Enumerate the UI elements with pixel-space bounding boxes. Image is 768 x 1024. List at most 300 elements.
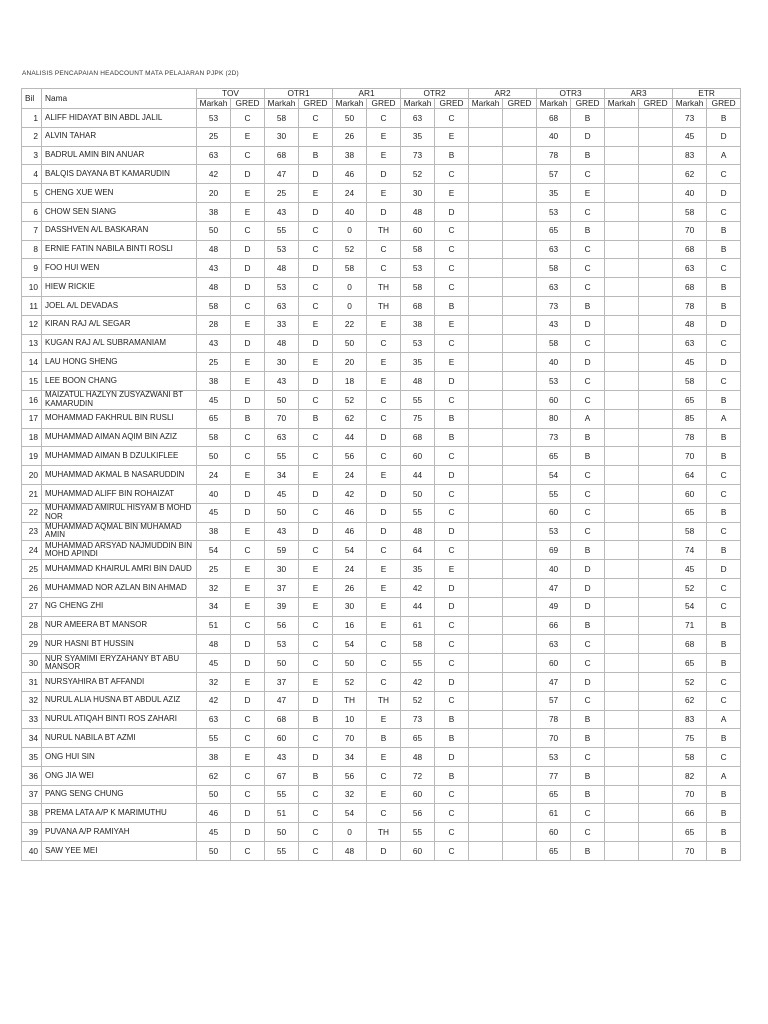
gred-cell — [503, 240, 537, 259]
gred-cell: B — [435, 729, 469, 748]
markah-cell — [605, 240, 639, 259]
markah-cell: 68 — [673, 278, 707, 297]
gred-cell: B — [571, 616, 605, 635]
row-number: 33 — [22, 710, 42, 729]
markah-cell — [605, 654, 639, 673]
gred-cell — [503, 503, 537, 522]
markah-cell: 53 — [537, 372, 571, 391]
gred-cell: C — [299, 447, 333, 466]
markah-cell — [605, 484, 639, 503]
student-name: MUHAMMAD ARSYAD NAJMUDDIN BIN MOHD APINDI — [42, 541, 197, 560]
student-name: HIEW RICKIE — [42, 278, 197, 297]
gred-cell: C — [571, 334, 605, 353]
student-name: MUHAMMAD KHAIRUL AMRI BIN DAUD — [42, 560, 197, 579]
gred-cell: D — [571, 127, 605, 146]
markah-cell: 54 — [333, 635, 367, 654]
markah-cell: 43 — [265, 748, 299, 767]
markah-cell: 58 — [197, 296, 231, 315]
gred-cell: C — [707, 691, 741, 710]
gred-cell: A — [707, 710, 741, 729]
gred-cell: E — [231, 353, 265, 372]
gred-cell: C — [571, 372, 605, 391]
student-name: MAIZATUL HAZLYN ZUSYAZWANI BT KAMARUDIN — [42, 390, 197, 409]
gred-cell: D — [707, 127, 741, 146]
markah-cell — [469, 184, 503, 203]
table-row — [22, 484, 741, 503]
gred-cell: D — [367, 202, 401, 221]
row-number: 27 — [22, 597, 42, 616]
gred-cell: C — [707, 578, 741, 597]
header-gred: GRED — [299, 99, 333, 109]
document-title: ANALISIS PENCAPAIAN HEADCOUNT MATA PELAJARAN PJPK (2D) — [22, 70, 239, 77]
gred-cell — [639, 823, 673, 842]
gred-cell — [503, 221, 537, 240]
markah-cell: 58 — [673, 748, 707, 767]
markah-cell: 68 — [265, 710, 299, 729]
gred-cell: B — [707, 541, 741, 560]
markah-cell: 30 — [401, 184, 435, 203]
gred-cell: E — [299, 315, 333, 334]
table-row — [22, 184, 741, 203]
markah-cell: 58 — [401, 240, 435, 259]
markah-cell: 58 — [673, 372, 707, 391]
student-name: NURUL NABILA BT AZMI — [42, 729, 197, 748]
gred-cell — [639, 616, 673, 635]
gred-cell: D — [435, 748, 469, 767]
gred-cell: C — [571, 804, 605, 823]
markah-cell: 30 — [265, 560, 299, 579]
markah-cell: 40 — [333, 202, 367, 221]
markah-cell: 42 — [197, 691, 231, 710]
markah-cell: 62 — [673, 165, 707, 184]
gred-cell: C — [367, 409, 401, 428]
gred-cell: C — [231, 296, 265, 315]
markah-cell: 48 — [265, 259, 299, 278]
gred-cell: B — [707, 221, 741, 240]
markah-cell: 50 — [333, 334, 367, 353]
gred-cell: E — [367, 127, 401, 146]
gred-cell: D — [231, 804, 265, 823]
markah-cell: 80 — [537, 409, 571, 428]
markah-cell: 62 — [197, 766, 231, 785]
gred-cell: C — [299, 428, 333, 447]
gred-cell: E — [231, 560, 265, 579]
markah-cell — [605, 691, 639, 710]
gred-cell — [639, 578, 673, 597]
header-group: OTR3 — [537, 89, 605, 99]
gred-cell — [639, 428, 673, 447]
markah-cell — [605, 710, 639, 729]
markah-cell: 70 — [333, 729, 367, 748]
table-row — [22, 597, 741, 616]
gred-cell — [639, 315, 673, 334]
markah-cell — [469, 842, 503, 861]
gred-cell — [503, 616, 537, 635]
gred-cell — [503, 672, 537, 691]
markah-cell: 57 — [537, 165, 571, 184]
header-gred: GRED — [367, 99, 401, 109]
markah-cell — [605, 447, 639, 466]
gred-cell: C — [299, 503, 333, 522]
gred-cell: D — [231, 278, 265, 297]
row-number: 38 — [22, 804, 42, 823]
gred-cell: C — [231, 710, 265, 729]
markah-cell: 58 — [537, 334, 571, 353]
gred-cell: D — [299, 691, 333, 710]
gred-cell: B — [707, 278, 741, 297]
markah-cell — [605, 597, 639, 616]
row-number: 29 — [22, 635, 42, 654]
gred-cell: C — [571, 522, 605, 541]
gred-cell — [639, 127, 673, 146]
gred-cell: D — [231, 823, 265, 842]
row-number: 3 — [22, 146, 42, 165]
markah-cell: 47 — [537, 578, 571, 597]
student-name: ALIFF HIDAYAT BIN ABDL JALIL — [42, 109, 197, 128]
gred-cell — [639, 842, 673, 861]
gred-cell: E — [367, 616, 401, 635]
gred-cell: C — [231, 541, 265, 560]
student-name: LEE BOON CHANG — [42, 372, 197, 391]
markah-cell: 45 — [197, 390, 231, 409]
markah-cell: 38 — [333, 146, 367, 165]
gred-cell: D — [707, 560, 741, 579]
gred-cell — [503, 635, 537, 654]
gred-cell: D — [435, 578, 469, 597]
markah-cell: 63 — [673, 259, 707, 278]
markah-cell: 42 — [333, 484, 367, 503]
student-name: MUHAMMAD AIMAN AQIM BIN AZIZ — [42, 428, 197, 447]
markah-cell: 77 — [537, 766, 571, 785]
markah-cell: 56 — [333, 766, 367, 785]
markah-cell: 55 — [401, 503, 435, 522]
markah-cell: 46 — [333, 165, 367, 184]
markah-cell: 24 — [333, 184, 367, 203]
markah-cell: 66 — [537, 616, 571, 635]
markah-cell — [469, 240, 503, 259]
gred-cell: D — [435, 597, 469, 616]
gred-cell: C — [707, 259, 741, 278]
markah-cell — [605, 221, 639, 240]
gred-cell — [639, 184, 673, 203]
markah-cell — [605, 146, 639, 165]
markah-cell: 53 — [401, 334, 435, 353]
markah-cell — [469, 315, 503, 334]
markah-cell — [469, 541, 503, 560]
gred-cell: C — [299, 842, 333, 861]
gred-cell: E — [435, 353, 469, 372]
gred-cell: C — [571, 635, 605, 654]
markah-cell: 33 — [265, 315, 299, 334]
gred-cell — [503, 184, 537, 203]
student-name: PREMA LATA A/P K MARIMUTHU — [42, 804, 197, 823]
markah-cell: 72 — [401, 766, 435, 785]
markah-cell: 65 — [537, 785, 571, 804]
markah-cell: 43 — [197, 259, 231, 278]
gred-cell: E — [299, 184, 333, 203]
gred-cell: E — [231, 748, 265, 767]
markah-cell: 62 — [673, 691, 707, 710]
markah-cell: 60 — [537, 654, 571, 673]
markah-cell — [605, 127, 639, 146]
student-name: NUR SYAMIMI ERYZAHANY BT ABU MANSOR — [42, 654, 197, 673]
markah-cell — [605, 202, 639, 221]
markah-cell: 78 — [537, 146, 571, 165]
gred-cell: D — [571, 353, 605, 372]
header-group: TOV — [197, 89, 265, 99]
markah-cell: 73 — [401, 710, 435, 729]
gred-cell: TH — [367, 691, 401, 710]
student-name: ONG HUI SIN — [42, 748, 197, 767]
markah-cell: 63 — [537, 278, 571, 297]
gred-cell: B — [435, 146, 469, 165]
markah-cell: 58 — [265, 109, 299, 128]
gred-cell: D — [231, 635, 265, 654]
gred-cell: B — [571, 541, 605, 560]
markah-cell: 83 — [673, 146, 707, 165]
row-number: 31 — [22, 672, 42, 691]
markah-cell: 20 — [333, 353, 367, 372]
markah-cell: 70 — [673, 842, 707, 861]
gred-cell: E — [231, 184, 265, 203]
markah-cell: 48 — [401, 748, 435, 767]
markah-cell: 51 — [197, 616, 231, 635]
gred-cell: D — [231, 390, 265, 409]
gred-cell: B — [707, 447, 741, 466]
markah-cell: 68 — [265, 146, 299, 165]
markah-cell: 58 — [401, 635, 435, 654]
gred-cell: C — [571, 240, 605, 259]
markah-cell — [605, 409, 639, 428]
table-row — [22, 334, 741, 353]
table-row — [22, 766, 741, 785]
row-number: 12 — [22, 315, 42, 334]
gred-cell: D — [571, 578, 605, 597]
table-row — [22, 353, 741, 372]
markah-cell: 35 — [537, 184, 571, 203]
row-number: 21 — [22, 484, 42, 503]
gred-cell: C — [435, 804, 469, 823]
gred-cell: C — [231, 842, 265, 861]
gred-cell: E — [367, 785, 401, 804]
gred-cell: C — [571, 484, 605, 503]
gred-cell: C — [571, 202, 605, 221]
markah-cell: 46 — [197, 804, 231, 823]
markah-cell: 53 — [265, 278, 299, 297]
gred-cell: C — [571, 654, 605, 673]
markah-cell: 65 — [537, 221, 571, 240]
markah-cell: 10 — [333, 710, 367, 729]
gred-cell: B — [571, 296, 605, 315]
gred-cell: B — [707, 240, 741, 259]
gred-cell: C — [435, 842, 469, 861]
markah-cell: 63 — [673, 334, 707, 353]
table-row — [22, 146, 741, 165]
gred-cell: C — [707, 334, 741, 353]
markah-cell — [469, 109, 503, 128]
gred-cell: B — [707, 635, 741, 654]
markah-cell: 38 — [197, 202, 231, 221]
gred-cell: B — [707, 823, 741, 842]
gred-cell — [639, 503, 673, 522]
gred-cell — [503, 259, 537, 278]
gred-cell — [503, 109, 537, 128]
student-name: MOHAMMAD FAKHRUL BIN RUSLI — [42, 409, 197, 428]
gred-cell: E — [231, 522, 265, 541]
gred-cell — [639, 748, 673, 767]
markah-cell: 48 — [197, 278, 231, 297]
markah-cell — [469, 766, 503, 785]
markah-cell: 73 — [537, 296, 571, 315]
markah-cell: 45 — [673, 560, 707, 579]
markah-cell: 43 — [197, 334, 231, 353]
markah-cell: 50 — [197, 221, 231, 240]
row-number: 17 — [22, 409, 42, 428]
markah-cell — [469, 672, 503, 691]
gred-cell: D — [435, 672, 469, 691]
markah-cell: 46 — [333, 522, 367, 541]
markah-cell: 44 — [401, 466, 435, 485]
gred-cell: B — [299, 766, 333, 785]
row-number: 18 — [22, 428, 42, 447]
gred-cell: C — [435, 823, 469, 842]
table-row — [22, 221, 741, 240]
markah-cell: 55 — [265, 842, 299, 861]
markah-cell — [469, 654, 503, 673]
markah-cell: 45 — [197, 823, 231, 842]
markah-cell — [469, 390, 503, 409]
markah-cell — [469, 729, 503, 748]
gred-cell: D — [299, 748, 333, 767]
gred-cell: TH — [367, 221, 401, 240]
gred-cell — [639, 560, 673, 579]
gred-cell: B — [707, 729, 741, 748]
gred-cell: E — [299, 127, 333, 146]
student-name: NURUL ATIQAH BINTI ROS ZAHARI — [42, 710, 197, 729]
table-row — [22, 296, 741, 315]
row-number: 28 — [22, 616, 42, 635]
markah-cell: 18 — [333, 372, 367, 391]
markah-cell — [605, 353, 639, 372]
markah-cell — [605, 372, 639, 391]
markah-cell: 58 — [401, 278, 435, 297]
header-markah: Markah — [333, 99, 367, 109]
student-name: NURUL ALIA HUSNA BT ABDUL AZIZ — [42, 691, 197, 710]
header-group: AR3 — [605, 89, 673, 99]
table-row — [22, 635, 741, 654]
gred-cell — [639, 240, 673, 259]
gred-cell: TH — [367, 278, 401, 297]
student-name: KUGAN RAJ A/L SUBRAMANIAM — [42, 334, 197, 353]
student-name: MUHAMMAD AKMAL B NASARUDDIN — [42, 466, 197, 485]
gred-cell: C — [367, 390, 401, 409]
gred-cell — [639, 466, 673, 485]
gred-cell: C — [707, 672, 741, 691]
markah-cell: 43 — [265, 372, 299, 391]
table-row — [22, 578, 741, 597]
markah-cell — [605, 522, 639, 541]
markah-cell — [469, 409, 503, 428]
markah-cell — [605, 334, 639, 353]
gred-cell: C — [367, 766, 401, 785]
gred-cell — [503, 766, 537, 785]
markah-cell: 30 — [333, 597, 367, 616]
gred-cell: E — [435, 127, 469, 146]
gred-cell: C — [571, 390, 605, 409]
gred-cell: C — [299, 616, 333, 635]
markah-cell: 60 — [401, 785, 435, 804]
markah-cell: 63 — [265, 428, 299, 447]
markah-cell: 48 — [265, 334, 299, 353]
markah-cell: 40 — [537, 560, 571, 579]
row-number: 23 — [22, 522, 42, 541]
markah-cell: 30 — [265, 127, 299, 146]
markah-cell: 49 — [537, 597, 571, 616]
markah-cell: 38 — [197, 748, 231, 767]
markah-cell: 53 — [265, 635, 299, 654]
markah-cell: 55 — [197, 729, 231, 748]
gred-cell: E — [435, 560, 469, 579]
gred-cell: B — [571, 710, 605, 729]
row-number: 1 — [22, 109, 42, 128]
header-gred: GRED — [571, 99, 605, 109]
header-group: AR2 — [469, 89, 537, 99]
student-name: BALQIS DAYANA BT KAMARUDIN — [42, 165, 197, 184]
markah-cell — [469, 428, 503, 447]
row-number: 13 — [22, 334, 42, 353]
markah-cell: 60 — [265, 729, 299, 748]
row-number: 5 — [22, 184, 42, 203]
markah-cell: 58 — [333, 259, 367, 278]
gred-cell: B — [571, 428, 605, 447]
gred-cell: C — [367, 672, 401, 691]
markah-cell: 50 — [333, 109, 367, 128]
markah-cell: 68 — [401, 296, 435, 315]
markah-cell: 57 — [537, 691, 571, 710]
gred-cell — [503, 315, 537, 334]
markah-cell — [469, 221, 503, 240]
gred-cell: C — [571, 691, 605, 710]
markah-cell: 62 — [333, 409, 367, 428]
header-group: AR1 — [333, 89, 401, 99]
markah-cell: 56 — [333, 447, 367, 466]
markah-cell: 25 — [265, 184, 299, 203]
gred-cell: C — [435, 635, 469, 654]
header-markah: Markah — [197, 99, 231, 109]
gred-cell: C — [707, 165, 741, 184]
markah-cell: 46 — [333, 503, 367, 522]
table-row — [22, 259, 741, 278]
gred-cell: C — [299, 541, 333, 560]
row-number: 20 — [22, 466, 42, 485]
row-number: 39 — [22, 823, 42, 842]
gred-cell: E — [435, 184, 469, 203]
markah-cell: 65 — [673, 390, 707, 409]
markah-cell — [469, 748, 503, 767]
markah-cell: 73 — [537, 428, 571, 447]
table-row — [22, 372, 741, 391]
header-markah: Markah — [265, 99, 299, 109]
markah-cell: 24 — [333, 560, 367, 579]
gred-cell: E — [367, 710, 401, 729]
markah-cell: 58 — [537, 259, 571, 278]
markah-cell — [469, 447, 503, 466]
gred-cell: C — [435, 109, 469, 128]
gred-cell: C — [367, 804, 401, 823]
markah-cell: 61 — [537, 804, 571, 823]
gred-cell: C — [367, 259, 401, 278]
gred-cell: C — [231, 766, 265, 785]
